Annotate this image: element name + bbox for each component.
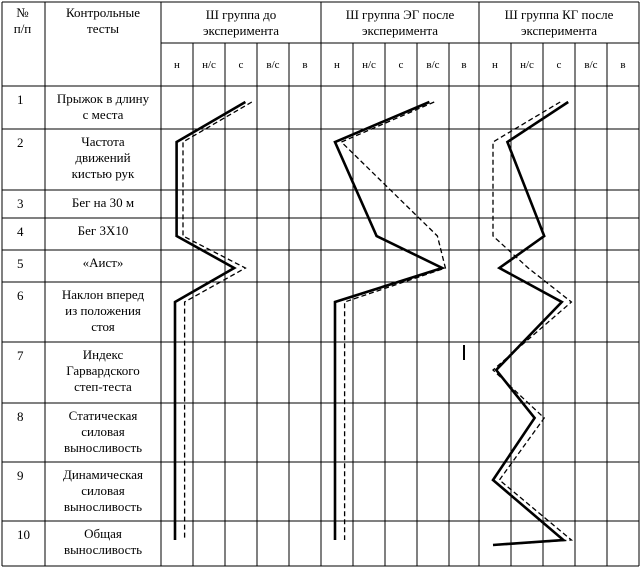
level-header: н/с	[362, 58, 376, 71]
level-header: н/с	[520, 58, 534, 71]
row-test-name: Бег 3Х10	[77, 223, 129, 238]
level-header: н/с	[202, 58, 216, 71]
group-eg-dashed-profile	[341, 102, 445, 540]
row-number: 6	[17, 288, 24, 303]
level-header: в/с	[266, 58, 280, 71]
level-header: с	[398, 58, 404, 71]
row-test-name: Индекс Гарвардского степ-теста	[66, 347, 140, 394]
row-test-name: Наклон вперед из положения стоя	[61, 287, 145, 334]
row-test-name: «Аист»	[82, 255, 124, 270]
header-tests: Контрольные тесты	[65, 5, 141, 36]
row-test-name: Бег на 30 м	[71, 195, 135, 210]
level-header: в/с	[584, 58, 598, 71]
row-test-name: Динамическая силовая выносливость	[62, 467, 143, 514]
level-header: н	[334, 58, 340, 71]
row-test-name: Статическая силовая выносливость	[63, 408, 143, 455]
level-header: в	[461, 58, 467, 71]
header-group-eg: Ш группа ЭГ после эксперимента	[345, 7, 455, 38]
row-number: 2	[17, 135, 24, 150]
group-kg-dashed-profile	[493, 102, 571, 545]
level-header: н	[492, 58, 498, 71]
group-before-solid-profile	[175, 102, 245, 540]
row-number: 8	[17, 409, 24, 424]
level-header: в/с	[426, 58, 440, 71]
level-header: н	[174, 58, 180, 71]
row-number: 3	[17, 196, 24, 211]
level-header: с	[556, 58, 562, 71]
group-eg-solid-profile	[335, 102, 442, 540]
row-test-name: Частота движений кистью рук	[71, 134, 135, 181]
row-number: 5	[17, 256, 24, 271]
row-number: 4	[17, 224, 24, 239]
row-test-name: Прыжок в длину с места	[56, 91, 150, 122]
row-test-name: Общая выносливость	[63, 526, 143, 557]
row-number: 10	[17, 527, 30, 542]
header-group-kg: Ш группа КГ после эксперимента	[504, 7, 614, 38]
row-number: 7	[17, 348, 24, 363]
header-group-before: Ш группа до эксперимента	[202, 7, 280, 38]
group-kg-solid-profile	[493, 102, 568, 545]
level-header: с	[238, 58, 244, 71]
level-header: в	[302, 58, 308, 71]
row-number: 9	[17, 468, 24, 483]
header-num: № п/п	[13, 5, 32, 36]
row-number: 1	[17, 92, 24, 107]
level-header: в	[620, 58, 626, 71]
